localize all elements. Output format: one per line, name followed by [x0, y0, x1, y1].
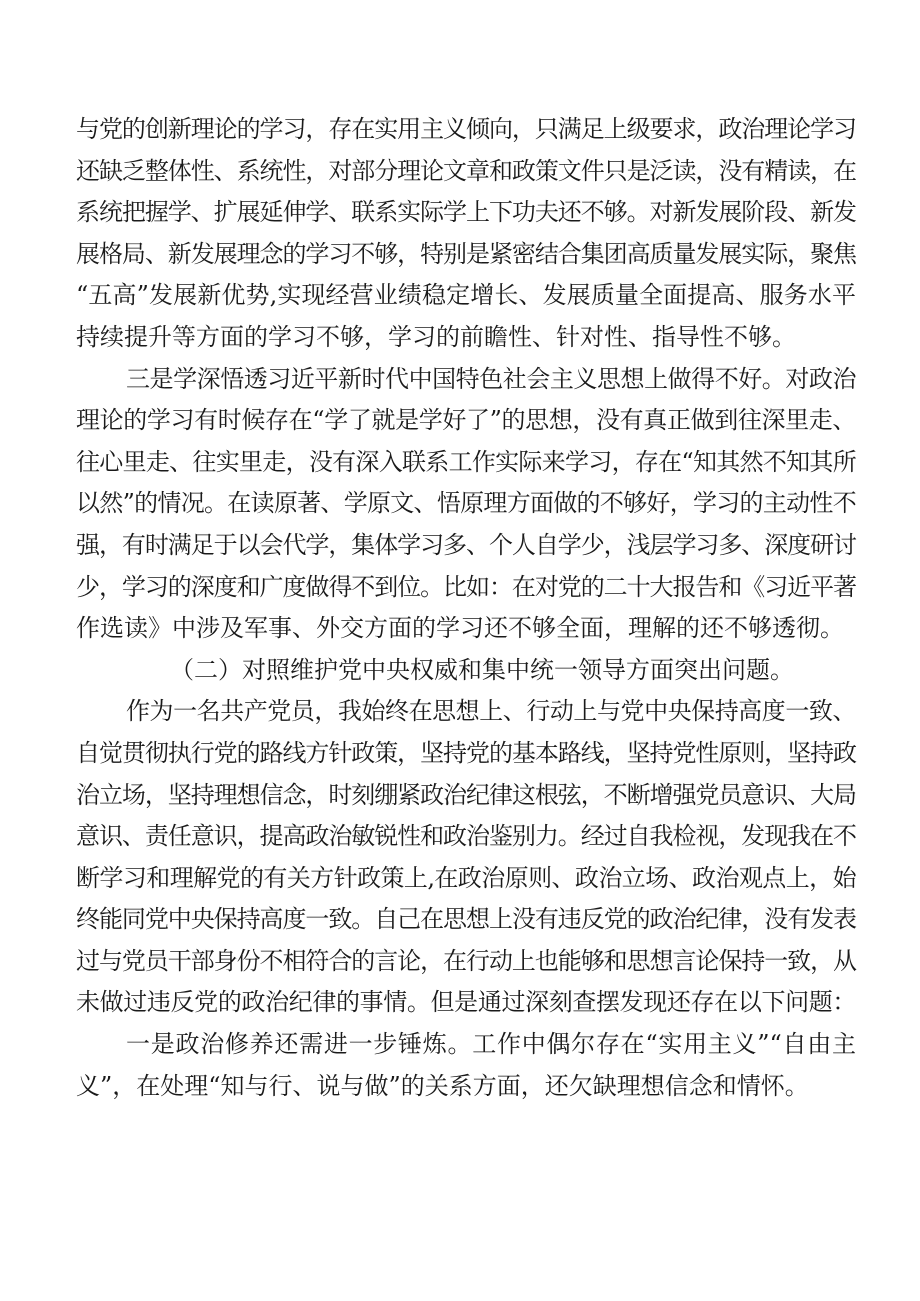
- text-line: 少，学习的深度和广度做得不到位。比如：在对党的二十大报告和《习近平著: [76, 572, 856, 601]
- text-line: 展格局、新发展理念的学习不够，特别是紧密结合集团高质量发展实际，聚焦: [76, 239, 856, 268]
- text-line: 强，有时满足于以会代学，集体学习多、个人自学少，浅层学习多、深度研讨: [76, 530, 856, 559]
- text-line: 还缺乏整体性、系统性，对部分理论文章和政策文件只是泛读，没有精读，在: [76, 156, 856, 185]
- paragraph-study-thought: [76, 359, 856, 650]
- text-line: 治立场，坚持理想信念，时刻绷紧政治纪律这根弦，不断增强党员意识、大局: [76, 780, 856, 809]
- paragraph-party-member: [76, 691, 856, 1024]
- text-line: 一是政治修养还需进一步锤炼。工作中偶尔存在“实用主义”“自由主: [126, 1030, 856, 1059]
- text-line: “五高”发展新优势,实现经营业绩稳定增长、发展质量全面提高、服务水平: [76, 281, 856, 310]
- text-line: 以然”的情况。在读原著、学原文、悟原理方面做的不够好，学习的主动性不: [76, 489, 856, 518]
- section-heading-text: （二）对照维护党中央权威和集中统一领导方面突出问题。: [170, 655, 794, 684]
- text-line: 系统把握学、扩展延伸学、联系实际学上下功夫还不够。对新发展阶段、新发: [76, 198, 856, 227]
- text-line: 与党的创新理论的学习，存在实用主义倾向，只满足上级要求，政治理论学习: [76, 115, 856, 143]
- text-line: 断学习和理解党的有关方针政策上,在政治原则、政治立场、政治观点上，始: [76, 863, 856, 892]
- text-line: 作为一名共产党员，我始终在思想上、行动上与党中央保持高度一致、: [126, 697, 856, 726]
- paragraph-political-cultivation: [76, 1024, 856, 1107]
- text-line: 义”，在处理“知与行、说与做”的关系方面，还欠缺理想信念和情怀。: [76, 1071, 809, 1100]
- section-heading: [76, 650, 856, 692]
- text-line: 未做过违反党的政治纪律的事情。但是通过深刻查摆发现还存在以下问题：: [76, 988, 856, 1017]
- document-body: [76, 109, 856, 1107]
- text-line: 终能同党中央保持高度一致。自己在思想上没有违反党的政治纪律，没有发表: [76, 905, 856, 934]
- text-line: 持续提升等方面的学习不够，学习的前瞻性、针对性、指导性不够。: [76, 322, 796, 351]
- text-line: 意识、责任意识，提高政治敏锐性和政治鉴别力。经过自我检视，发现我在不: [76, 822, 856, 851]
- text-line: 过与党员干部身份不相符合的言论，在行动上也能够和思想言论保持一致，从: [76, 946, 856, 975]
- text-line: 自觉贯彻执行党的路线方针政策，坚持党的基本路线，坚持党性原则，坚持政: [76, 738, 856, 767]
- text-line: 作选读》中涉及军事、外交方面的学习还不够全面，理解的还不够透彻。: [76, 614, 844, 643]
- text-line: 往心里走、往实里走，没有深入联系工作实际来学习，存在“知其然不知其所: [76, 447, 856, 476]
- text-line: 理论的学习有时候存在“学了就是学好了”的思想，没有真正做到往深里走、: [76, 406, 856, 435]
- paragraph-continuation: [76, 109, 856, 359]
- text-line: 三是学深悟透习近平新时代中国特色社会主义思想上做得不好。对政治: [126, 364, 856, 393]
